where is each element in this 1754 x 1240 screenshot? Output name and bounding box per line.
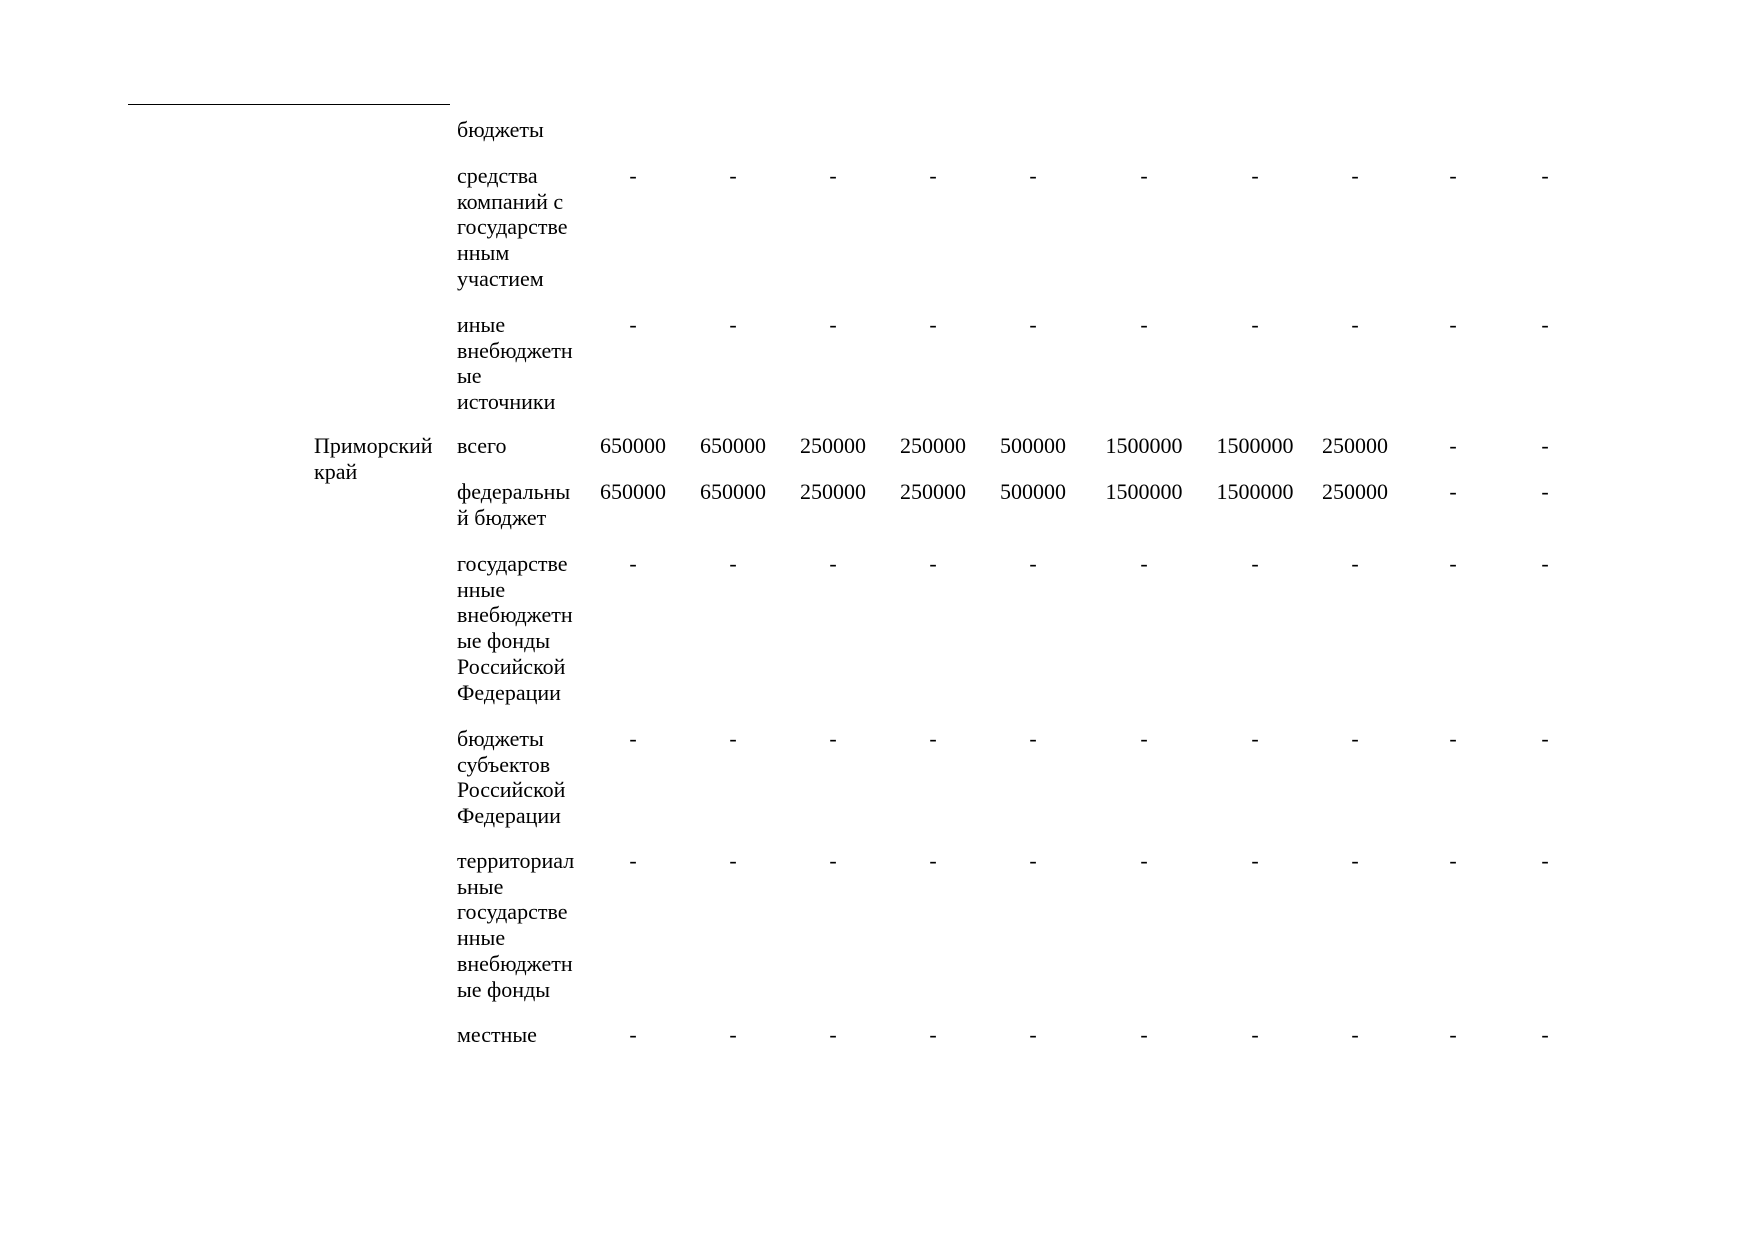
value-cell: - [929, 726, 937, 751]
source-label [457, 848, 592, 1002]
value-cell: - [829, 163, 837, 188]
value-cell: - [1351, 163, 1359, 188]
source-label-line: государстве [457, 899, 568, 925]
value-cell: - [729, 726, 737, 751]
region-name-line: Приморский [314, 433, 433, 458]
source-label-line: источники [457, 389, 556, 415]
value-cell: - [1140, 551, 1148, 576]
source-label-line: бюджеты [457, 117, 544, 142]
source-label-line: средства [457, 163, 538, 188]
source-label-line: внебюджетн [457, 950, 573, 976]
value-cell: - [729, 551, 737, 576]
value-cell: - [1541, 726, 1549, 751]
value-cell: 250000 [900, 433, 966, 458]
value-cell: - [1029, 312, 1037, 337]
source-label-line: иные [457, 312, 506, 337]
value-cell: - [1140, 163, 1148, 188]
region-name-line: край [314, 458, 358, 484]
value-cell: - [929, 163, 937, 188]
source-label-line: Российской [457, 653, 566, 679]
value-cell: - [1251, 312, 1259, 337]
value-cell: 1500000 [1105, 479, 1183, 504]
value-cell: - [1251, 1022, 1259, 1047]
value-cell: - [1029, 726, 1037, 751]
value-cell: - [1449, 312, 1457, 337]
value-cell: - [1029, 848, 1037, 873]
source-label [457, 551, 592, 705]
value-cell: - [1251, 163, 1259, 188]
source-label-line: ые фонды [457, 628, 551, 654]
source-label-line: й бюджет [457, 504, 547, 530]
value-cell: - [929, 551, 937, 576]
source-label-line: государстве [457, 214, 568, 240]
value-cell: - [1351, 551, 1359, 576]
value-cell: - [829, 848, 837, 873]
value-cell: - [1251, 726, 1259, 751]
value-cell: 1500000 [1216, 433, 1294, 458]
value-cell: 650000 [600, 433, 666, 458]
source-label-line: ьные [457, 873, 504, 899]
source-label-line: территориал [457, 848, 575, 873]
value-cell: 250000 [1322, 433, 1388, 458]
source-label [457, 433, 592, 459]
source-label-line: компаний с [457, 188, 564, 214]
source-label-line: нные [457, 925, 506, 951]
source-label-line: Российской [457, 777, 566, 803]
value-cell: - [1541, 551, 1549, 576]
value-cell: - [1449, 479, 1457, 504]
value-cell: 1500000 [1216, 479, 1294, 504]
value-cell: - [1140, 726, 1148, 751]
value-cell: - [929, 1022, 937, 1047]
source-label-line: нным [457, 240, 510, 266]
value-cell: - [1449, 848, 1457, 873]
value-cell: - [1541, 1022, 1549, 1047]
value-cell: - [629, 551, 637, 576]
source-label-line: участием [457, 265, 544, 291]
source-label-line: внебюджетн [457, 602, 573, 628]
value-cell: - [629, 163, 637, 188]
source-label-line: Федерации [457, 803, 561, 829]
value-cell: - [1140, 848, 1148, 873]
value-cell: - [1029, 551, 1037, 576]
value-cell: - [1541, 433, 1549, 458]
source-label [457, 479, 592, 530]
value-cell: - [729, 163, 737, 188]
source-label [457, 726, 592, 829]
value-cell: - [1449, 1022, 1457, 1047]
value-cell: 500000 [1000, 433, 1066, 458]
value-cell: - [629, 312, 637, 337]
value-cell: - [929, 312, 937, 337]
value-cell: - [929, 848, 937, 873]
value-cell: - [1541, 163, 1549, 188]
value-cell: - [629, 848, 637, 873]
value-cell: - [629, 1022, 637, 1047]
region-name [314, 433, 454, 484]
source-label-line: местные [457, 1022, 537, 1047]
value-cell: - [729, 312, 737, 337]
value-cell: - [1449, 726, 1457, 751]
source-label-line: ые [457, 363, 482, 389]
footnote-rule [128, 104, 450, 105]
value-cell: 250000 [800, 479, 866, 504]
value-cell: 250000 [800, 433, 866, 458]
value-cell: - [1029, 163, 1037, 188]
value-cell: 250000 [900, 479, 966, 504]
value-cell: 650000 [700, 433, 766, 458]
source-label-line: Федерации [457, 679, 561, 705]
value-cell: - [829, 726, 837, 751]
value-cell: - [1140, 312, 1148, 337]
value-cell: - [829, 1022, 837, 1047]
value-cell: - [729, 848, 737, 873]
value-cell: - [1449, 433, 1457, 458]
source-label-line: федеральны [457, 479, 571, 504]
value-cell: - [1351, 1022, 1359, 1047]
source-label [457, 117, 592, 143]
source-label-line: нные [457, 576, 506, 602]
value-cell: - [1449, 163, 1457, 188]
value-cell: - [1251, 551, 1259, 576]
value-cell: 1500000 [1105, 433, 1183, 458]
source-label-line: ые фонды [457, 976, 551, 1002]
value-cell: - [1140, 1022, 1148, 1047]
source-label [457, 163, 592, 292]
source-label-line: бюджеты [457, 726, 544, 751]
value-cell: - [829, 312, 837, 337]
value-cell: - [1351, 312, 1359, 337]
value-cell: - [1351, 848, 1359, 873]
value-cell: - [1029, 1022, 1037, 1047]
source-label-line: государстве [457, 551, 568, 576]
source-label [457, 1022, 592, 1048]
source-label [457, 312, 592, 415]
value-cell: - [729, 1022, 737, 1047]
value-cell: - [629, 726, 637, 751]
source-label-line: субъектов [457, 751, 551, 777]
source-label-line: всего [457, 433, 507, 458]
value-cell: - [1449, 551, 1457, 576]
value-cell: 500000 [1000, 479, 1066, 504]
source-label-line: внебюджетн [457, 337, 573, 363]
value-cell: 650000 [700, 479, 766, 504]
value-cell: - [1351, 726, 1359, 751]
value-cell: 650000 [600, 479, 666, 504]
value-cell: - [1541, 848, 1549, 873]
value-cell: 250000 [1322, 479, 1388, 504]
value-cell: - [1251, 848, 1259, 873]
value-cell: - [829, 551, 837, 576]
value-cell: - [1541, 312, 1549, 337]
value-cell: - [1541, 479, 1549, 504]
